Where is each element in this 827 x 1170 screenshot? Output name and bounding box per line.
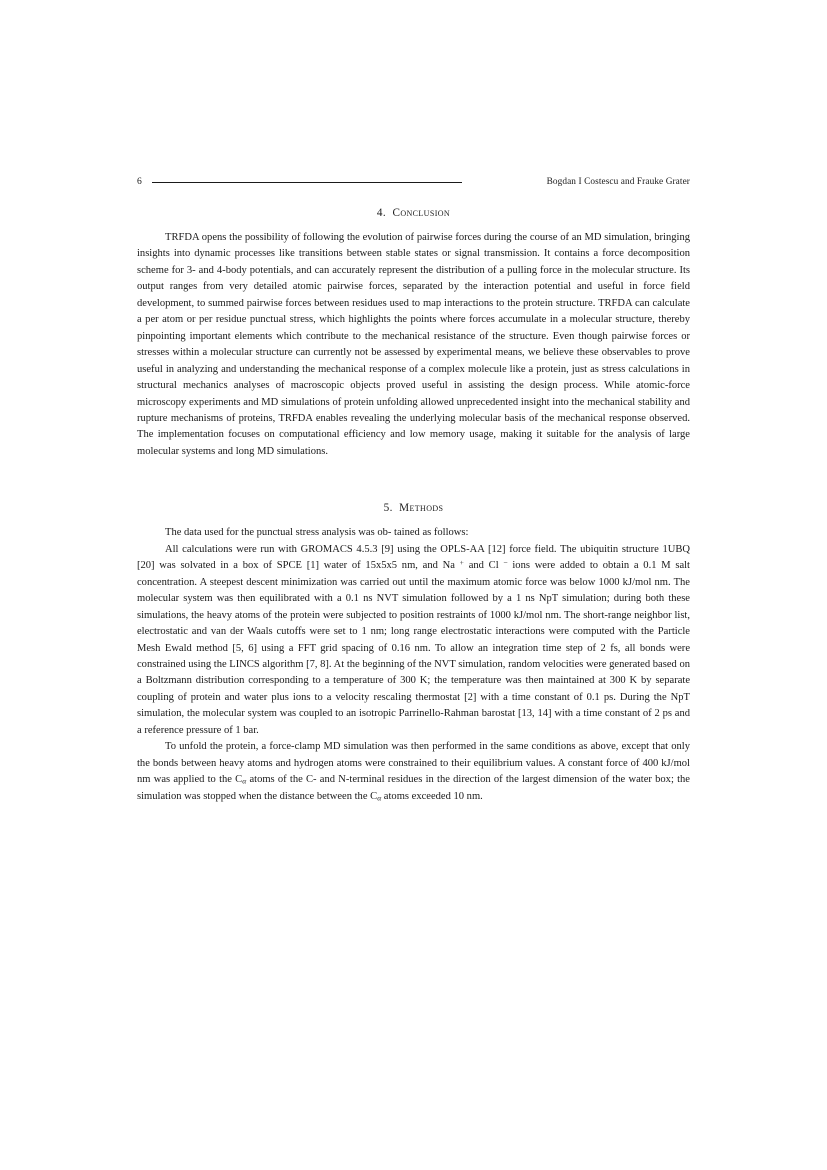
paragraph-methods-unfolding: [137, 739, 690, 805]
section-heading-conclusion: [137, 207, 690, 219]
section-title-methods: Methods: [399, 502, 444, 515]
methods-unfold-text-c: atoms exceeded 10 nm.: [381, 790, 483, 802]
methods-calc-text-b: and Cl: [463, 560, 504, 572]
running-header: [137, 176, 690, 187]
body-text-block: [137, 207, 690, 805]
paragraph-methods-intro: The data used for the punctual stress analysis was ob- tained as follows:: [165, 527, 469, 539]
heading-spacer-3: [137, 514, 690, 525]
section-heading-methods: [137, 502, 690, 514]
header-authors: Bogdan I Costescu and Frauke Grater: [546, 176, 690, 187]
paragraph-conclusion-1: TRFDA opens the possibility of following the evolution of pairwise forces during the course of an MD simulation, bringing insights into dynamic processes like transitions between stable states or signal transmission. It contains a force decomposition scheme for 3- and 4-body potentials, and can accurately represent the distribution of a pulling force in the molecular structure. Its output ranges from very detailed atomic pairwise forces, separated by the interaction potential and useful in force field development, to summed pairwise forces between residues used to map interactions to the protein structure. TRFDA can calculate a per atom or per residue punctual stress, which highlights the points where forces accumulate in a molecular structure, thereby pinpointing important elements which contribute to the mechanical resistance of the structure. Even though pairwise forces or stresses within a molecular structure can currently not be assessed by experimental means, we believe these observables to prove useful in analyzing and understanding the mechanical response of a complex molecule like a protein, just as stress calculations in structural mechanics analyses of macroscopic objects proved useful in assisting the design process. While atomic-force microscopy experiments and MD simulations of protein unfolding allowed unprecedented insight into the mechanical stability and rupture mechanisms of proteins, TRFDA enables revealing the underlying molecular basis of the mechanical response observed. The implementation focuses on computational efficiency and low memory usage, making it suitable for the analysis of large molecular systems and long MD simulations.: [137, 232, 690, 457]
methods-unfold-text-a: To unfold the protein, a force-clamp MD simulation was then performed in the same conditions as above, except that only the bonds between heavy atoms and hydrogen atoms were constrained to their equilibrium values. A constant force of 400 kJ/mol nm was applied to the C: [137, 741, 690, 786]
section-number-conclusion: 4.: [376, 207, 387, 219]
methods-calc-text-a: All calculations were run with GROMACS 4.5.3 [9] using the OPLS-AA [12] force field. The ubiquitin structure 1UBQ [20] was solvated in a box of SPCE [1] water of 15x5x5 nm, and Na: [137, 543, 690, 572]
methods-unfold-text-b: atoms of the C- and N-terminal residues in the direction of the largest dimension of the water box; the simulation was stopped when the distance between the C: [137, 774, 690, 802]
chloride-minus-superscript: −: [503, 558, 508, 568]
section-title-conclusion: Conclusion: [392, 207, 451, 219]
section-number-methods: 5.: [383, 502, 393, 515]
heading-spacer-1: [137, 219, 690, 230]
c-alpha-subscript-2: α: [377, 793, 382, 803]
paragraph-methods-calculations: [137, 542, 690, 739]
header-rule: [152, 182, 462, 183]
page-number: 6: [137, 176, 142, 187]
c-alpha-subscript-1: α: [242, 776, 247, 786]
methods-calc-text-c: ions were added to obtain a 0.1 M salt concentration. A steepest descent minimization was carried out until the maximum atomic force was below 1000 kJ/mol nm. The molecular system was then equilibrated with a 0.1 ns NVT simulation followed by a 1 ns NpT simulation; during both these simulations, the heavy atoms of the protein were subjected to position restraints of 1000 kJ/mol nm. The short-range neighbor list, electrostatic and van der Waals cutoffs were set to 1 nm; long range electrostatic interactions were computed with the Particle Mesh Ewald method [5, 6] using a FFT grid spacing of 0.16 nm. To allow an integration time step of 2 fs, all bonds were constrained using the LINCS algorithm [7, 8]. At the beginning of the NVT simulation, random velocities were generated based on a Boltzmann distribution corresponding to a temperature of 300 K; the temperature was then maintained at 300 K by separate coupling of protein and water plus ions to a velocity rescaling thermostat [2] with a time constant of 0.1 ps. During the NpT simulation, the molecular system was coupled to an isotropic Parrinello-Rahman barostat [13, 14] with a time constant of 2 ps and a reference pressure of 1 bar.: [137, 560, 690, 736]
heading-spacer-2: [137, 460, 690, 502]
sodium-plus-superscript: +: [459, 558, 464, 568]
